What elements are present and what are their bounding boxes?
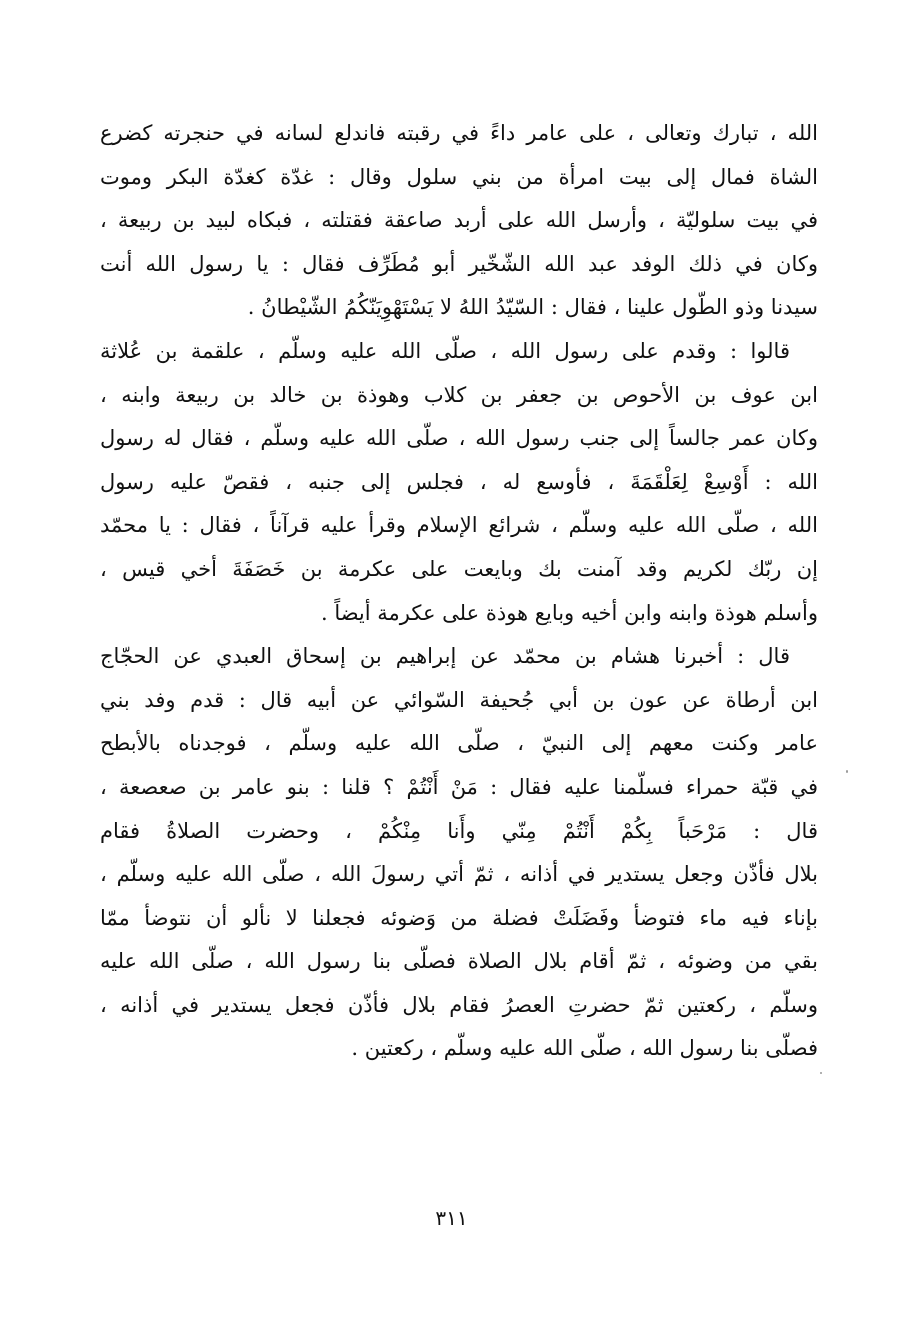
text-line: الله ، صلّى الله عليه وسلّم ، شرائع الإسلام وقرأ عليه قرآناً ، فقال : يا محمّد [100, 513, 818, 538]
text-line: الشاة فمال إلى بيت امرأة من بني سلول وقال : غدّة كغدّة البكر وموت [100, 164, 818, 189]
text-line: بإناء فيه ماء فتوضأ وفَضَلَتْ فضلة من وَضوئه فجعلنا لا نألو أن نتوضأ ممّا [100, 905, 818, 930]
text-line: سيدنا وذو الطّول علينا ، فقال : السّيّدُ اللهُ لا يَسْتَهْوِيَنّكُمُ الشّيْطانُ . [247, 295, 818, 320]
text-line: قال : أخبرنا هشام بن محمّد عن إبراهيم بن إسحاق العبدي عن الحجّاج [100, 644, 790, 669]
text-line: إن ربّك لكريم وقد آمنت بك وبايعت على عكرمة بن خَصَفَةَ أخي قيس ، [100, 556, 818, 581]
text-line: ابن أرطاة عن عون بن أبي جُحيفة السّوائي عن أبيه قال : قدم وفد بني [100, 687, 818, 712]
text-line: ابن عوف بن الأحوص بن جعفر بن كلاب وهوذة بن خالد بن ربيعة وابنه ، [100, 382, 818, 407]
text-line: وكان عمر جالساً إلى جنب رسول الله ، صلّى الله عليه وسلّم ، فقال له رسول [100, 426, 818, 451]
text-line: عامر وكنت معهم إلى النبيّ ، صلّى الله عليه وسلّم ، فوجدناه بالأبطح [100, 731, 818, 756]
text-line: قالوا : وقدم على رسول الله ، صلّى الله عليه وسلّم ، علقمة بن عُلاثة [100, 338, 790, 363]
text-line: في قبّة حمراء فسلّمنا عليه فقال : مَنْ أَنْتُمْ ؟ قلنا : بنو عامر بن صعصعة ، [100, 774, 818, 799]
text-line: بلال فأذّن وجعل يستدير في أذانه ، ثمّ أتي رسولَ الله ، صلّى الله عليه وسلّم ، [100, 862, 818, 887]
scan-speck [820, 1072, 822, 1074]
scan-speck [846, 770, 848, 773]
text-line: بقي من وضوئه ، ثمّ أقام بلال الصلاة فصلّى بنا رسول الله ، صلّى الله عليه [100, 949, 818, 974]
text-line: في بيت سلوليّة ، وأرسل الله على أربد صاعقة فقتلته ، فبكاه لبيد بن ربيعة ، [100, 208, 818, 233]
body-text [100, 112, 818, 1071]
text-line: الله ، تبارك وتعالى ، على عامر داءً في رقبته فاندلع لسانه في حنجرته كضرع [100, 121, 818, 145]
text-line: وكان في ذلك الوفد عبد الله الشّخّير أبو مُطَرِّف فقال : يا رسول الله أنت [100, 251, 818, 276]
text-line: قال : مَرْحَباً بِكُمْ أَنْتُمْ مِنّي وأَنا مِنْكُمْ ، وحضرت الصلاةُ فقام [100, 818, 818, 843]
page-number: ٣١١ [435, 1206, 468, 1230]
text-line: وأسلم هوذة وابنه وابن أخيه وبايع هوذة على عكرمة أيضاً . [320, 600, 818, 625]
text-line: الله : أَوْسِعْ لِعَلْقَمَةَ ، فأوسع له ، فجلس إلى جنبه ، فقصّ عليه رسول [100, 469, 818, 494]
text-line: فصلّى بنا رسول الله ، صلّى الله عليه وسلّم ، ركعتين . [351, 1036, 818, 1061]
text-line: وسلّم ، ركعتين ثمّ حضرتِ العصرُ فقام بلال فأذّن فجعل يستدير في أذانه ، [100, 992, 818, 1017]
